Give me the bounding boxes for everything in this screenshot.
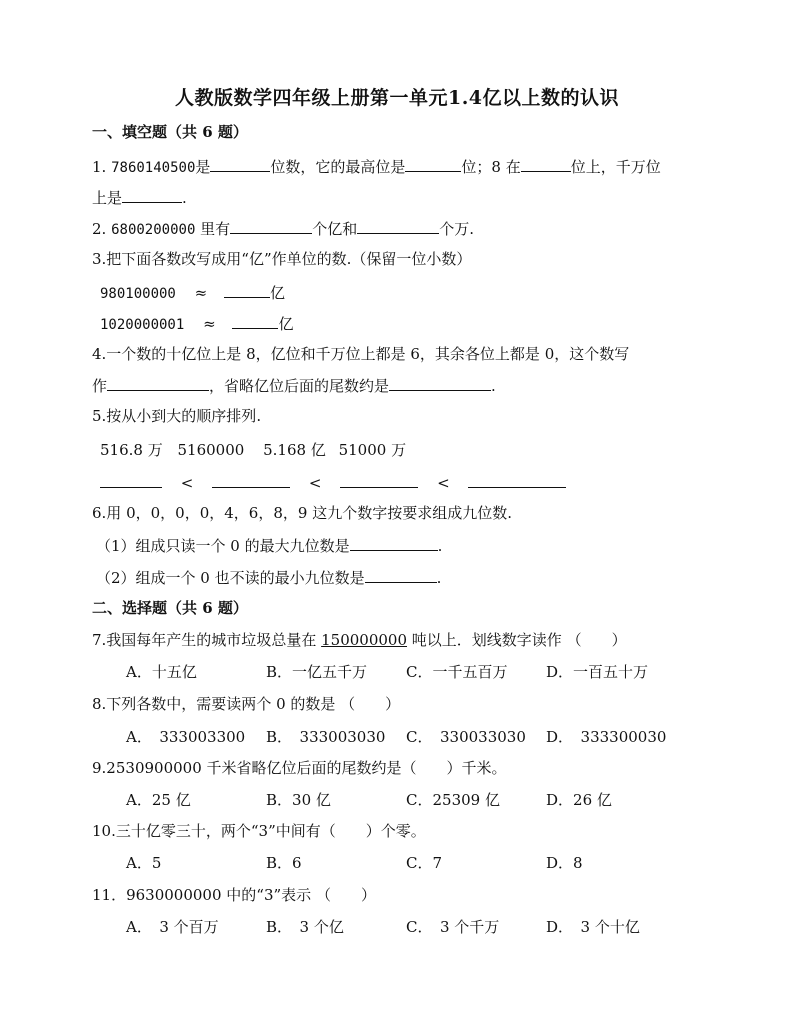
answer-blank[interactable] bbox=[210, 156, 270, 172]
answer-blank[interactable] bbox=[107, 375, 209, 391]
question-8-option-a[interactable]: A． 333003300 bbox=[126, 728, 246, 746]
question-10-option-b[interactable]: B．6 bbox=[266, 854, 302, 872]
answer-blank[interactable] bbox=[365, 567, 437, 583]
question-9-option-b[interactable]: B．30 亿 bbox=[266, 791, 331, 809]
answer-blank[interactable] bbox=[350, 535, 438, 551]
answer-blank[interactable] bbox=[232, 313, 278, 329]
question-6: 6.用 0，0，0，0，4，6，8，9 这九个数字按要求组成九位数. bbox=[92, 504, 512, 522]
question-5-items: 516.8 万 5160000 5.168 亿 51000 万 bbox=[100, 441, 407, 459]
question-9-option-a[interactable]: A．25 亿 bbox=[126, 791, 191, 809]
answer-blank[interactable] bbox=[340, 472, 418, 488]
question-9: 9.2530900000 千米省略亿位后面的尾数约是（ ）千米。 bbox=[92, 759, 507, 777]
question-11-option-a[interactable]: A． 3 个百万 bbox=[126, 918, 219, 936]
answer-blank[interactable] bbox=[212, 472, 290, 488]
question-7: 7.我国每年产生的城市垃圾总量在 150000000 吨以上．划线数字读作 （ ） bbox=[92, 631, 627, 649]
question-3: 3.把下面各数改写成用“亿”作单位的数.（保留一位小数） bbox=[92, 250, 472, 268]
question-10: 10.三十亿零三十，两个“3”中间有（ ）个零。 bbox=[92, 822, 426, 840]
answer-blank[interactable] bbox=[357, 218, 439, 234]
question-6-part-2: （2）组成一个 0 也不读的最小九位数是 . bbox=[96, 569, 442, 587]
answer-blank[interactable] bbox=[230, 218, 312, 234]
question-11-option-b[interactable]: B． 3 个亿 bbox=[266, 918, 344, 936]
answer-blank[interactable] bbox=[389, 375, 491, 391]
question-3-item-1: 980100000 ≈ 亿 bbox=[100, 284, 286, 302]
question-1-line-2: 上是 . bbox=[92, 189, 187, 207]
question-1-line-1: 1. 7860140500是 位数，它的最高位是 位；8 在 位上，千万位 bbox=[92, 158, 661, 176]
question-7-option-c[interactable]: C．一千五百万 bbox=[406, 663, 508, 681]
question-7-option-a[interactable]: A．十五亿 bbox=[126, 663, 197, 681]
question-3-item-2: 1020000001 ≈ 亿 bbox=[100, 315, 294, 333]
question-9-option-d[interactable]: D．26 亿 bbox=[546, 791, 612, 809]
question-8-option-b[interactable]: B． 333003030 bbox=[266, 728, 386, 746]
question-8-option-c[interactable]: C． 330033030 bbox=[406, 728, 526, 746]
answer-blank[interactable] bbox=[521, 156, 571, 172]
answer-blank[interactable] bbox=[100, 472, 162, 488]
question-11-option-c[interactable]: C． 3 个千万 bbox=[406, 918, 500, 936]
section-fill-blank-heading: 一、填空题（共 6 题） bbox=[92, 123, 248, 141]
page-title: 人教版数学四年级上册第一单元1.4亿以上数的认识 bbox=[174, 87, 620, 109]
question-10-option-a[interactable]: A．5 bbox=[126, 854, 162, 872]
question-10-option-c[interactable]: C．7 bbox=[406, 854, 443, 872]
question-9-option-c[interactable]: C．25309 亿 bbox=[406, 791, 500, 809]
question-11: 11．9630000000 中的“3”表示 （ ） bbox=[92, 886, 376, 904]
underlined-number: 150000000 bbox=[321, 631, 408, 649]
question-7-option-d[interactable]: D．一百五十万 bbox=[546, 663, 649, 681]
answer-blank[interactable] bbox=[122, 187, 182, 203]
question-6-part-1: （1）组成只读一个 0 的最大九位数是 . bbox=[96, 537, 443, 555]
answer-blank[interactable] bbox=[224, 282, 270, 298]
question-8: 8.下列各数中，需要读两个 0 的数是 （ ） bbox=[92, 695, 401, 713]
answer-blank[interactable] bbox=[468, 472, 566, 488]
answer-blank[interactable] bbox=[405, 156, 461, 172]
question-4-line-2: 作 ，省略亿位后面的尾数约是 . bbox=[92, 377, 496, 395]
question-5-order-blanks: < < < bbox=[100, 472, 566, 493]
question-2: 2. 6800200000 里有 个亿和 个万. bbox=[92, 220, 474, 238]
question-10-option-d[interactable]: D．8 bbox=[546, 854, 583, 872]
question-7-option-b[interactable]: B．一亿五千万 bbox=[266, 663, 368, 681]
section-multiple-choice-heading: 二、选择题（共 6 题） bbox=[92, 599, 248, 617]
question-5: 5.按从小到大的顺序排列. bbox=[92, 407, 262, 425]
question-11-option-d[interactable]: D． 3 个十亿 bbox=[546, 918, 640, 936]
question-4-line-1: 4.一个数的十亿位上是 8，亿位和千万位上都是 6，其余各位上都是 0，这个数写 bbox=[92, 345, 630, 363]
question-8-option-d[interactable]: D． 333300030 bbox=[546, 728, 667, 746]
